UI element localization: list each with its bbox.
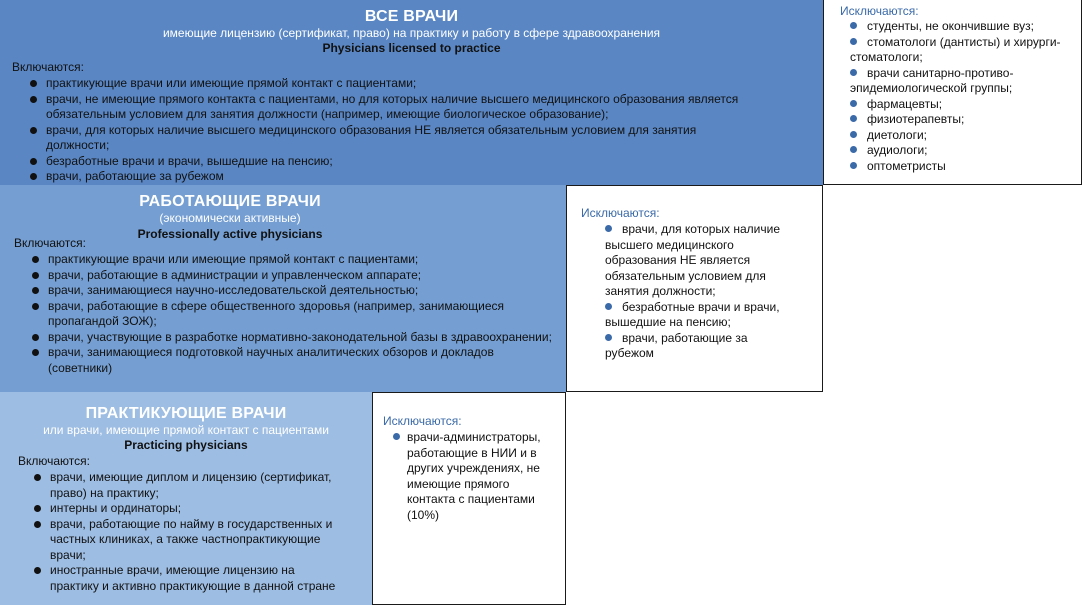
active-excluded-label: Исключаются: bbox=[581, 206, 660, 220]
bullet-icon bbox=[605, 334, 612, 341]
bullet-icon bbox=[850, 69, 857, 76]
practicing-physicians-subtitle: или врачи, имеющие прямой контакт с пациентами bbox=[43, 423, 329, 437]
list-item: врачи, занимающиеся подготовкой научных аналитических обзоров и докладов (советники) bbox=[30, 345, 560, 376]
list-item: врачи, не имеющие прямого контакта с пациентами, но для которых наличие высшего медицинского образования является обязательным условием для занятия должности (например, имеющие биологическое образование); bbox=[28, 92, 758, 123]
list-item: врачи, для которых наличие высшего медицинского образования НЕ является обязательным условием для занятия должности; bbox=[28, 123, 758, 154]
active-excluded-block bbox=[566, 185, 823, 392]
list-item: интерны и ординаторы; bbox=[32, 501, 337, 517]
list-item: врачи, работающие за рубежом bbox=[605, 330, 748, 360]
list-item: студенты, не окончившие вуз; bbox=[867, 19, 1034, 33]
all-includes-list bbox=[28, 76, 758, 185]
list-item: практикующие врачи или имеющие прямой контакт с пациентами; bbox=[28, 76, 758, 92]
active-physicians-block bbox=[0, 185, 566, 392]
practicing-physicians-title: ПРАКТИКУЮЩИЕ ВРАЧИ bbox=[85, 405, 287, 422]
active-physicians-title: РАБОТАЮЩИЕ ВРАЧИ bbox=[139, 193, 321, 210]
active-physicians-en: Professionally active physicians bbox=[137, 227, 323, 241]
list-item: врачи, имеющие диплом и лицензию (сертификат, право) на практику; bbox=[32, 470, 337, 501]
practicing-physicians-block bbox=[0, 392, 372, 605]
list-item: врачи-администраторы, работающие в НИИ и в других учреждениях, не имеющие прямого контакта с пациентами (10%) bbox=[407, 430, 541, 522]
all-excluded-block bbox=[823, 0, 1082, 185]
bullet-icon bbox=[605, 303, 612, 310]
all-excluded-list bbox=[826, 19, 1076, 174]
all-physicians-title: ВСЕ ВРАЧИ bbox=[364, 8, 459, 25]
active-includes-label: Включаются: bbox=[14, 236, 86, 250]
practicing-includes-label: Включаются: bbox=[18, 454, 90, 468]
practicing-physicians-en: Practicing physicians bbox=[124, 438, 248, 452]
active-includes-list bbox=[30, 252, 560, 376]
bullet-icon bbox=[850, 22, 857, 29]
list-item: врачи, работающие за рубежом bbox=[28, 169, 758, 185]
all-physicians-en: Physicians licensed to practice bbox=[322, 41, 501, 55]
all-physicians-subtitle: имеющие лицензию (сертификат, право) на практику и работу в сфере здравоохранения bbox=[162, 26, 661, 40]
bullet-icon bbox=[850, 162, 857, 169]
list-item: врачи санитарно-противо-эпидемиологической группы; bbox=[850, 65, 1014, 95]
bullet-icon bbox=[850, 131, 857, 138]
practicing-excluded-list bbox=[387, 430, 557, 523]
list-item: фармацевты; bbox=[867, 96, 943, 111]
bullet-icon bbox=[605, 225, 612, 232]
bullet-icon bbox=[850, 100, 857, 107]
list-item: врачи, занимающиеся научно-исследовательской деятельностью; bbox=[30, 283, 560, 299]
practicing-excluded-label: Исключаются: bbox=[383, 414, 462, 428]
all-includes-label: Включаются: bbox=[12, 60, 84, 74]
list-item: врачи, работающие в сфере общественного здоровья (например, занимающиеся пропагандой ЗОЖ); bbox=[30, 299, 560, 330]
active-excluded-list bbox=[581, 222, 796, 362]
list-item: оптометристы bbox=[867, 158, 946, 173]
list-item: аудиологи; bbox=[867, 143, 928, 157]
list-item: стоматологи (дантисты) и хирурги-стоматологи; bbox=[850, 34, 1061, 64]
bullet-icon bbox=[393, 433, 400, 440]
all-excluded-label: Исключаются: bbox=[840, 4, 919, 18]
list-item: безработные врачи и врачи, вышедшие на пенсию; bbox=[605, 299, 780, 329]
list-item: врачи, работающие по найму в государственных и частных клиниках, а также частнопрактикующие врачи; bbox=[32, 517, 337, 564]
list-item: диетологи; bbox=[867, 127, 927, 142]
bullet-icon bbox=[850, 38, 857, 45]
list-item: врачи, работающие в администрации и управленческом аппарате; bbox=[30, 268, 560, 284]
bullet-icon bbox=[850, 115, 857, 122]
active-physicians-subtitle: (экономически активные) bbox=[159, 211, 301, 225]
list-item: иностранные врачи, имеющие лицензию на практику и активно практикующие в данной стране bbox=[32, 563, 337, 594]
list-item: практикующие врачи или имеющие прямой контакт с пациентами; bbox=[30, 252, 560, 268]
list-item: безработные врачи и врачи, вышедшие на пенсию; bbox=[28, 154, 758, 170]
all-physicians-block bbox=[0, 0, 823, 185]
bullet-icon bbox=[850, 146, 857, 153]
practicing-includes-list bbox=[32, 470, 337, 594]
list-item: врачи, для которых наличие высшего медицинского образования НЕ является обязательным условием для занятия должности; bbox=[605, 222, 781, 298]
practicing-excluded-block bbox=[372, 392, 566, 605]
list-item: врачи, участвующие в разработке нормативно-законодательной базы в здравоохранении; bbox=[30, 330, 560, 346]
list-item: физиотерапевты; bbox=[867, 112, 965, 126]
